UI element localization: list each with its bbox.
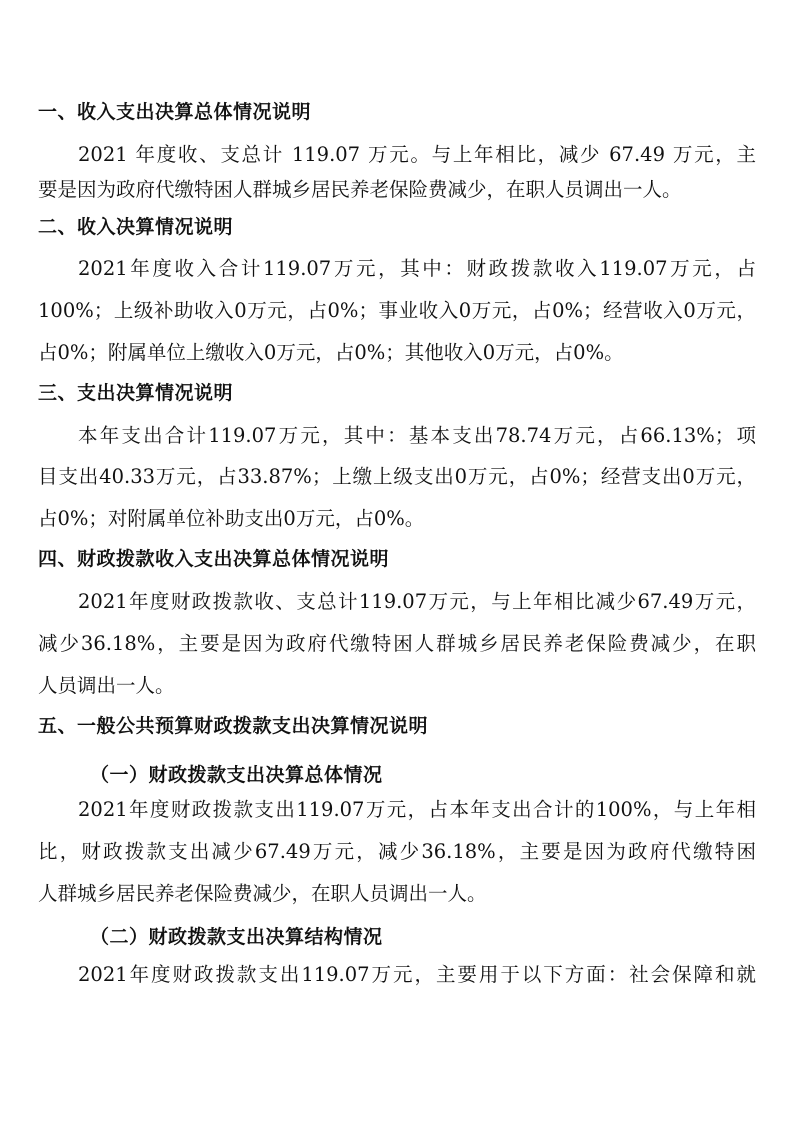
section-heading-5: 五、一般公共预算财政拨款支出决算情况说明	[38, 715, 429, 737]
subsection-heading-2: （二）财政拨款支出决算结构情况	[90, 926, 383, 948]
paragraph-line: 2021 年度收、支总计 119.07 万元。与上年相比，减少 67.49 万元，主	[78, 143, 756, 166]
paragraph-line: 占0%；对附属单位补助支出0万元，占0%。	[38, 507, 425, 530]
paragraph-line: 人员调出一人。	[38, 674, 175, 697]
paragraph-line: 2021年度财政拨款收、支总计119.07万元，与上年相比减少67.49万元，	[78, 590, 756, 613]
paragraph-line: 减少36.18%，主要是因为政府代缴特困人群城乡居民养老保险费减少，在职	[38, 632, 756, 655]
section-heading-3: 三、支出决算情况说明	[38, 382, 234, 404]
paragraph-line: 本年支出合计119.07万元，其中：基本支出78.74万元，占66.13%；项	[78, 424, 756, 447]
paragraph-line: 2021年度财政拨款支出119.07万元，占本年支出合计的100%，与上年相	[78, 798, 756, 821]
subsection-heading-1: （一）财政拨款支出决算总体情况	[90, 764, 383, 786]
paragraph-line: 2021年度收入合计119.07万元，其中：财政拨款收入119.07万元，占	[78, 257, 756, 280]
paragraph-line: 要是因为政府代缴特困人群城乡居民养老保险费减少，在职人员调出一人。	[38, 178, 682, 201]
section-heading-2: 二、收入决算情况说明	[38, 216, 234, 238]
paragraph-line: 2021年度财政拨款支出119.07万元，主要用于以下方面：社会保障和就	[78, 963, 756, 986]
paragraph-line: 占0%；附属单位上缴收入0万元，占0%；其他收入0万元，占0%。	[38, 341, 624, 364]
section-heading-1: 一、收入支出决算总体情况说明	[38, 101, 312, 123]
paragraph-line: 人群城乡居民养老保险费减少，在职人员调出一人。	[38, 882, 487, 905]
section-heading-4: 四、财政拨款收入支出决算总体情况说明	[38, 548, 390, 570]
paragraph-line: 100%；上级补助收入0万元，占0%；事业收入0万元，占0%；经营收入0万元，	[38, 299, 756, 322]
paragraph-line: 比，财政拨款支出减少67.49万元，减少36.18%，主要是因为政府代缴特困	[38, 840, 756, 863]
paragraph-line: 目支出40.33万元，占33.87%；上缴上级支出0万元，占0%；经营支出0万元，	[38, 465, 756, 488]
